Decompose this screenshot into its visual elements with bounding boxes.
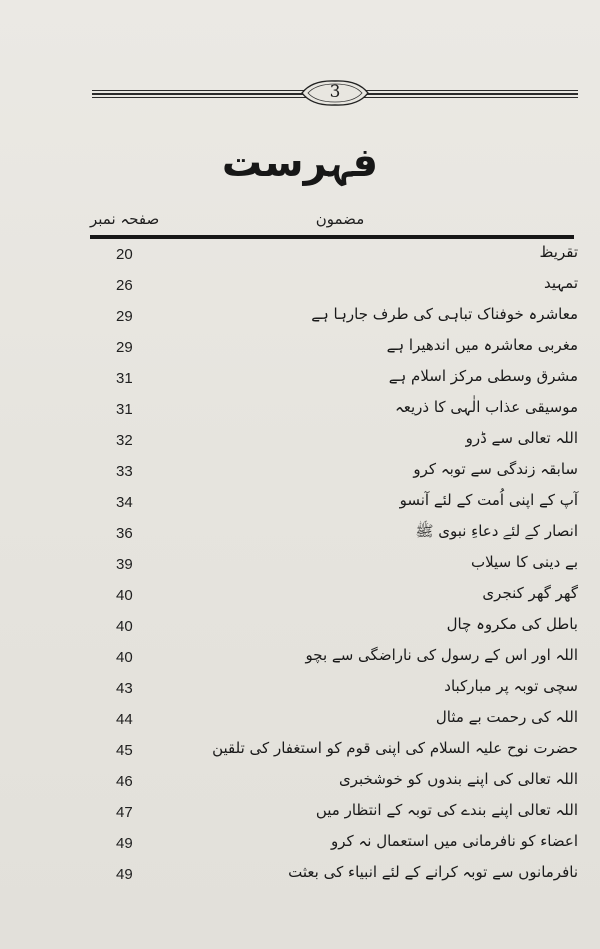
toc-entry-title: سچی توبہ پر مبارکباد — [444, 677, 578, 695]
page-number: 3 — [329, 82, 341, 102]
toc-entry-page: 49 — [116, 835, 133, 852]
toc-row — [0, 242, 600, 273]
page-number-badge — [300, 78, 370, 108]
toc-entry-page: 40 — [116, 618, 133, 635]
column-header-page-number: صفحہ نمبر — [90, 210, 160, 228]
toc-row — [0, 862, 600, 893]
toc-entry-page: 40 — [116, 649, 133, 666]
toc-entry-page: 20 — [116, 246, 133, 263]
toc-row — [0, 521, 600, 552]
toc-entry-title: اللہ اور اس کے رسول کی ناراضگی سے بچو — [305, 646, 578, 664]
toc-row — [0, 428, 600, 459]
toc-entry-page: 43 — [116, 680, 133, 697]
toc-entry-title: سابقہ زندگی سے توبہ کرو — [413, 460, 578, 478]
column-header-subject: مضمون — [315, 210, 365, 228]
toc-entry-page: 34 — [116, 494, 133, 511]
page-title: فہرست — [221, 140, 379, 186]
toc-entry-page: 29 — [116, 339, 133, 356]
toc-row — [0, 459, 600, 490]
toc-row — [0, 366, 600, 397]
toc-entry-page: 40 — [116, 587, 133, 604]
toc-entry-page: 47 — [116, 804, 133, 821]
toc-row — [0, 614, 600, 645]
toc-row — [0, 490, 600, 521]
toc-entry-title: نافرمانوں سے توبہ کرانے کے لئے انبیاء کی بعثت — [288, 863, 578, 881]
toc-entry-page: 32 — [116, 432, 133, 449]
toc-entry-title: باطل کی مکروہ چال — [446, 615, 578, 633]
toc-entry-page: 26 — [116, 277, 133, 294]
toc-row — [0, 738, 600, 769]
toc-row — [0, 769, 600, 800]
toc-entry-page: 39 — [116, 556, 133, 573]
toc-entry-title: حضرت نوح علیہ السلام کی اپنی قوم کو استغفار کی تلقین — [212, 739, 578, 757]
toc-row — [0, 707, 600, 738]
toc-row — [0, 335, 600, 366]
toc-entry-page: 46 — [116, 773, 133, 790]
toc-entry-page: 31 — [116, 370, 133, 387]
toc-entry-page: 44 — [116, 711, 133, 728]
toc-entry-title: تمہید — [543, 274, 578, 292]
toc-entry-title: گھر گھر کنجری — [482, 584, 578, 602]
toc-row — [0, 552, 600, 583]
toc-row — [0, 583, 600, 614]
table-header-rule — [90, 235, 574, 239]
toc-row — [0, 645, 600, 676]
toc-entry-title: مشرق وسطی مرکز اسلام ہے — [388, 367, 578, 385]
toc-entry-page: 31 — [116, 401, 133, 418]
toc-entry-title: آپ کے اپنی اُمت کے لئے آنسو — [399, 491, 578, 509]
toc-row — [0, 304, 600, 335]
toc-entry-page: 49 — [116, 866, 133, 883]
toc-entry-title: بے دینی کا سیلاب — [470, 553, 578, 571]
toc-entry-title: اللہ تعالی کی اپنے بندوں کو خوشخبری — [339, 770, 578, 788]
toc-row — [0, 676, 600, 707]
toc-entry-page: 45 — [116, 742, 133, 759]
toc-entry-title: موسیقی عذاب الٰہی کا ذریعہ — [394, 398, 578, 416]
toc-entry-title: اعضاء کو نافرمانی میں استعمال نہ کرو — [331, 832, 578, 850]
toc-entry-title: اللہ کی رحمت بے مثال — [435, 708, 578, 726]
toc-entry-page: 33 — [116, 463, 133, 480]
toc-row — [0, 397, 600, 428]
toc-entry-title: اللہ تعالی اپنے بندے کی توبہ کے انتظار میں — [315, 801, 578, 819]
toc-row — [0, 273, 600, 304]
toc-entry-title: مغربی معاشرہ میں اندھیرا ہے — [386, 336, 578, 354]
toc-row — [0, 800, 600, 831]
toc-entry-title: اللہ تعالی سے ڈرو — [465, 429, 578, 447]
toc-entry-title: معاشرہ خوفناک تباہی کی طرف جارہا ہے — [311, 305, 578, 323]
toc-entry-page: 36 — [116, 525, 133, 542]
toc-entry-page: 29 — [116, 308, 133, 325]
toc-entry-title: تقریظ — [539, 243, 578, 261]
toc-row — [0, 831, 600, 862]
toc-entry-title: انصار کے لئے دعاءِ نبوی ﷺ — [415, 522, 578, 540]
